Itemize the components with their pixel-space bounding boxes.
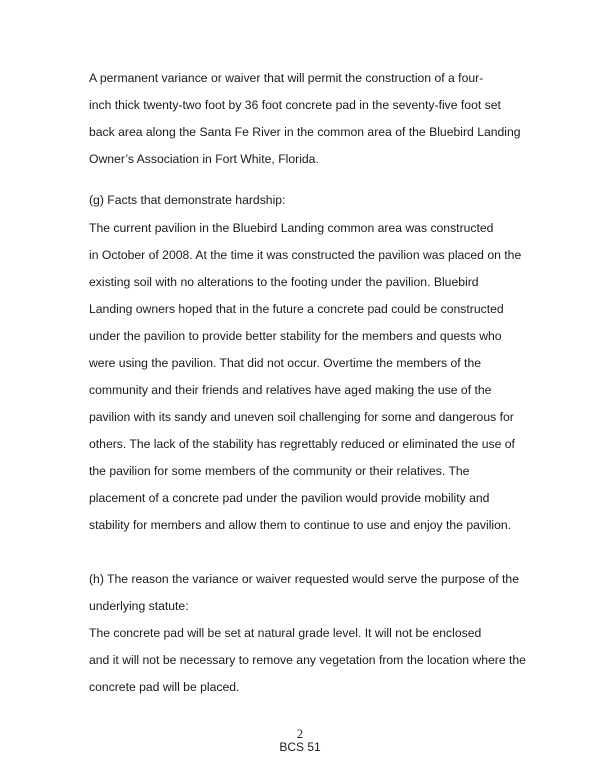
text-line: The concrete pad will be set at natural grade level. It will not be enclosed [89,626,482,640]
text-line: community and their friends and relatives have aged making the use of the [89,383,492,397]
text-line: Owner’s Association in Fort White, Florida. [89,152,319,166]
text-line: in October of 2008. At the time it was constructed the pavilion was placed on the [89,248,522,262]
text-line: underlying statute: [89,599,189,613]
text-line: under the pavilion to provide better stability for the members and quests who [89,329,502,343]
text-line: others. The lack of the stability has regrettably reduced or eliminated the use of [89,437,515,451]
page-number: 2 [296,727,304,741]
text-line: concrete pad will be placed. [89,680,240,694]
text-line: and it will not be necessary to remove any vegetation from the location where the [89,653,526,667]
section-heading-g: (g) Facts that demonstrate hardship: [89,193,286,207]
text-line: existing soil with no alterations to the footing under the pavilion. Bluebird [89,275,479,289]
text-line: stability for members and allow them to continue to use and enjoy the pavilion. [89,518,512,532]
text-line: the pavilion for some members of the community or their relatives. The [89,464,470,478]
text-line: A permanent variance or waiver that will permit the construction of a four- [89,71,484,85]
text-line: The current pavilion in the Bluebird Landing common area was constructed [89,221,494,235]
text-line: pavilion with its sandy and uneven soil challenging for some and dangerous for [89,410,514,424]
section-heading-h: (h) The reason the variance or waiver requested would serve the purpose of the [89,572,519,586]
page-label: BCS 51 [279,740,321,754]
text-line: Landing owners hoped that in the future a concrete pad could be constructed [89,302,504,316]
text-line: placement of a concrete pad under the pavilion would provide mobility and [89,491,490,505]
text-line: back area along the Santa Fe River in the common area of the Bluebird Landing [89,125,521,139]
text-line: inch thick twenty-two foot by 36 foot concrete pad in the seventy-five foot set [89,98,501,112]
text-line: were using the pavilion. That did not occur. Overtime the members of the [89,356,482,370]
